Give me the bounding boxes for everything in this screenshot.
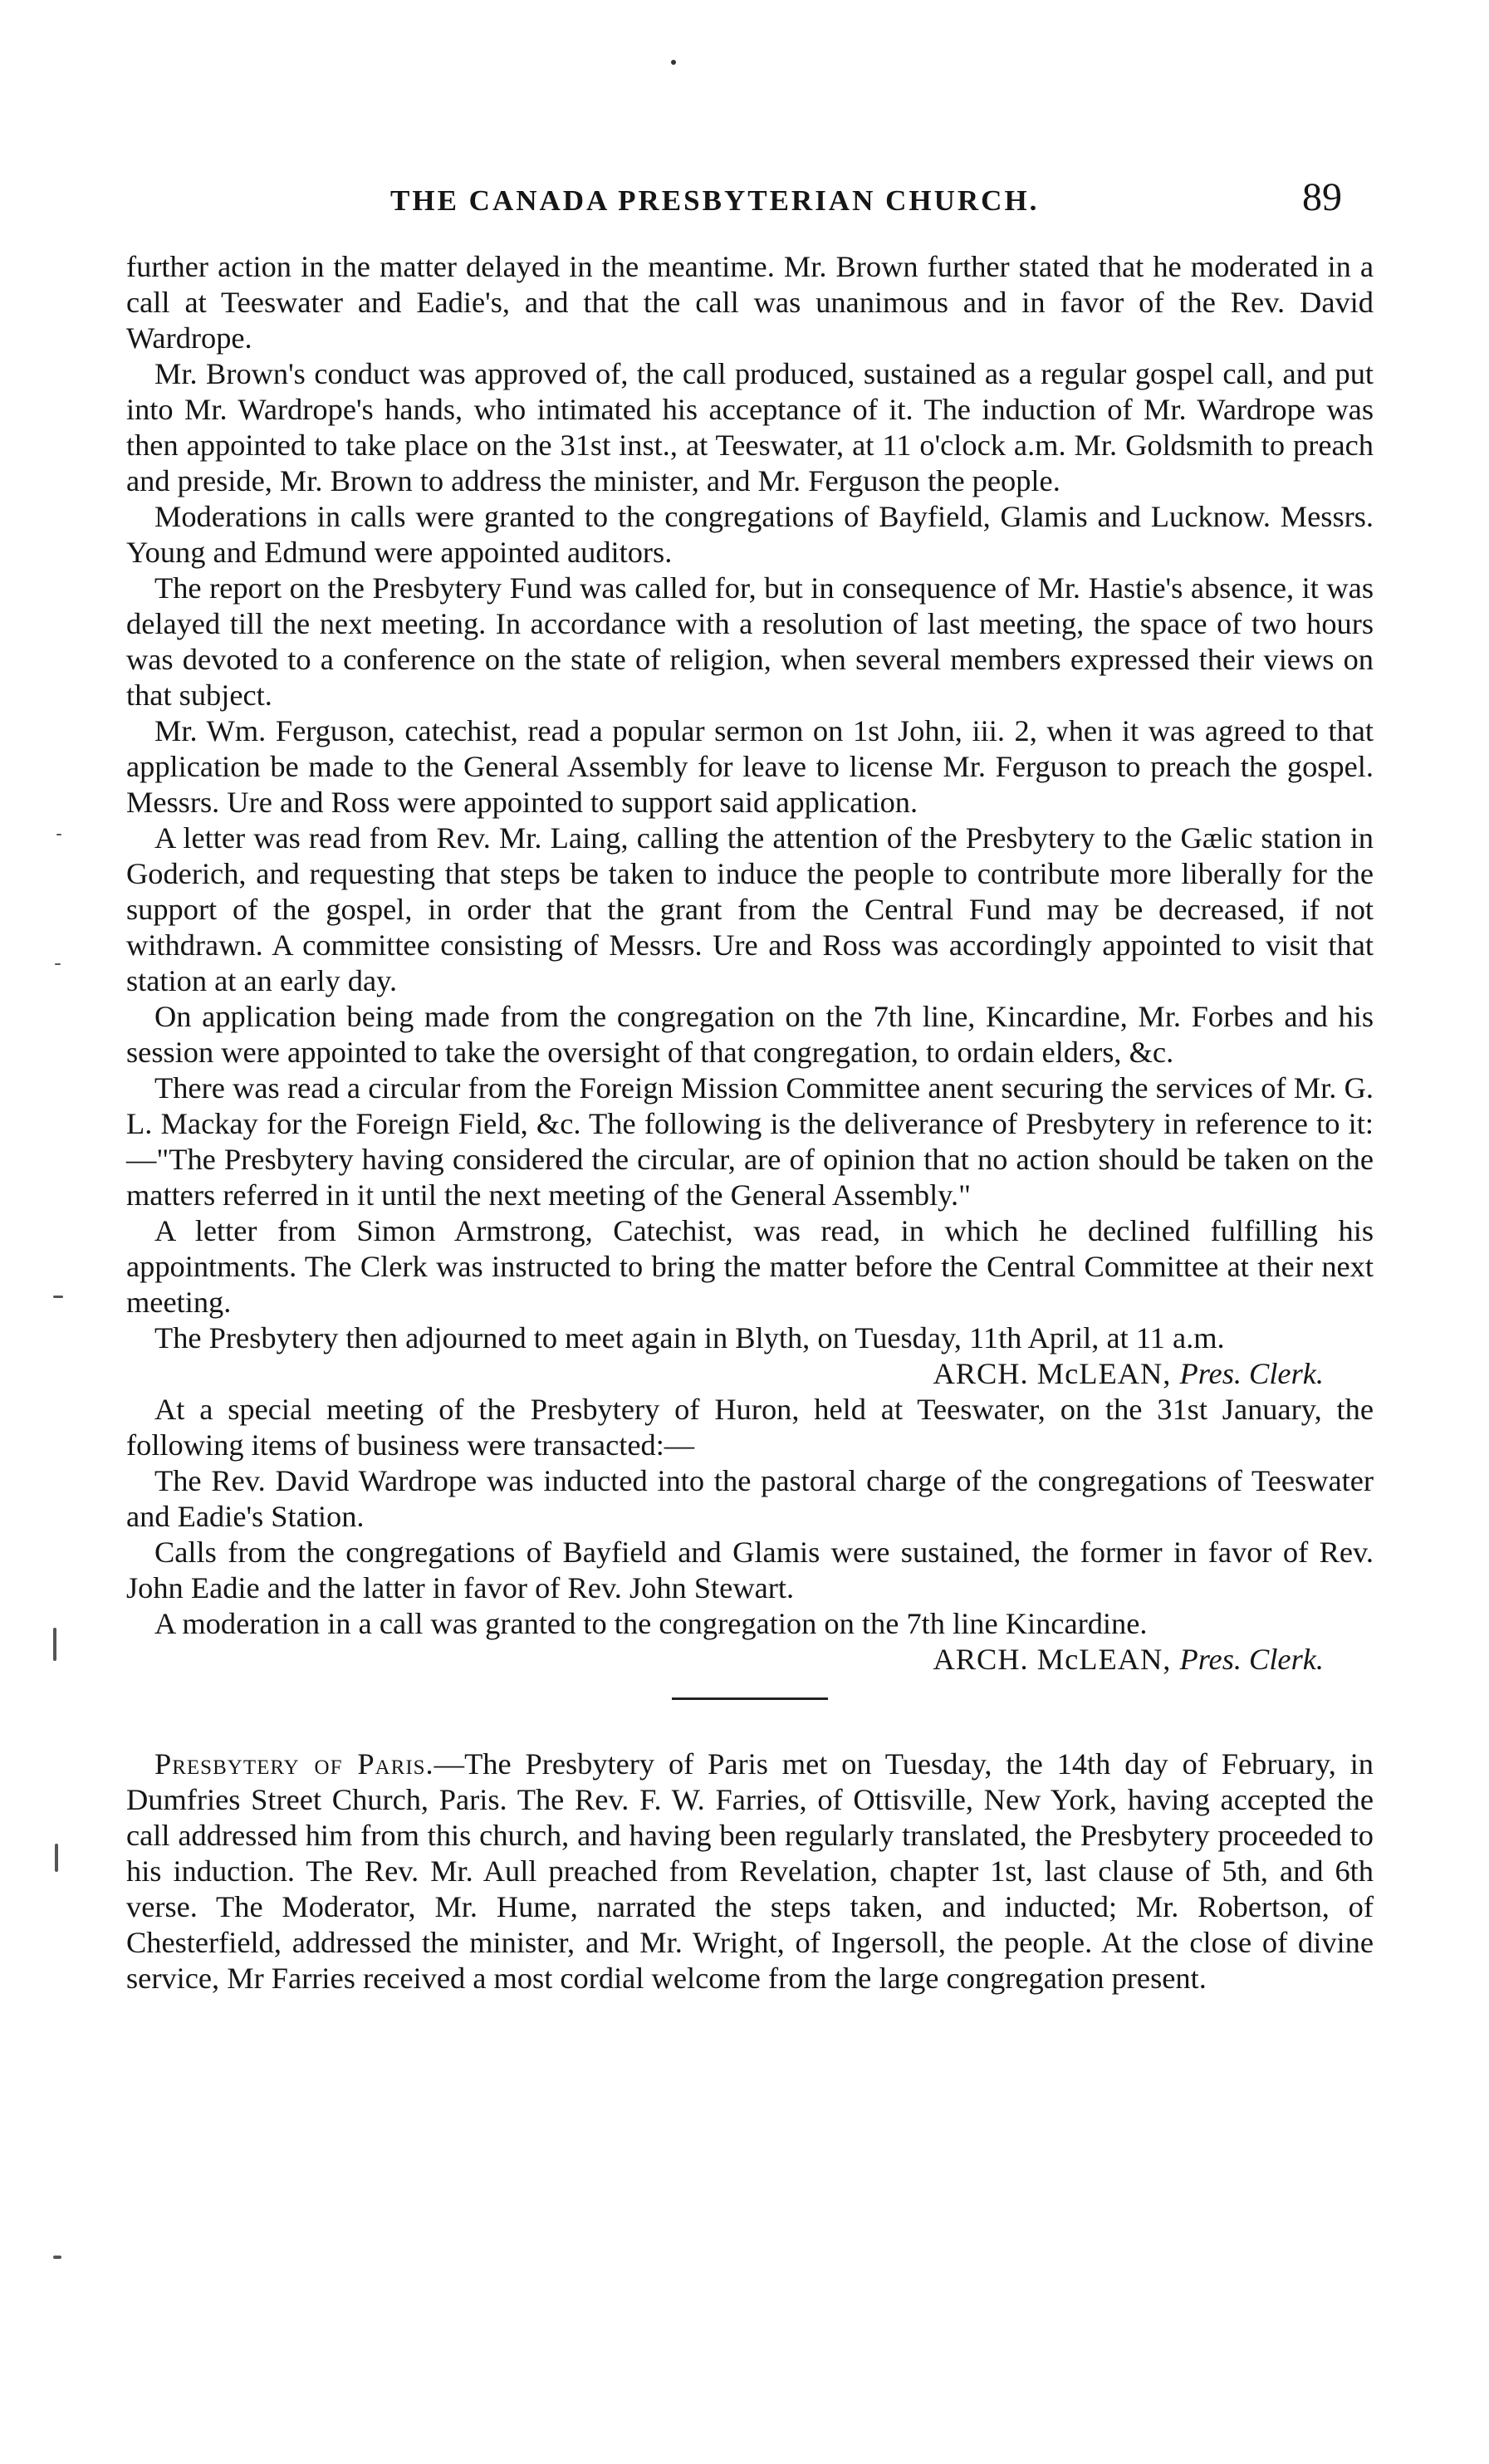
text-column [126, 249, 1374, 1996]
signature-name: ARCH. McLEAN, [933, 1643, 1172, 1676]
paragraph: A moderation in a call was granted to the congregation on the 7th line Kincardine. [154, 1607, 1148, 1640]
paragraph [126, 1746, 1374, 1996]
margin-mark [55, 963, 61, 965]
margin-mark [53, 1296, 63, 1298]
page-number: 89 [1302, 175, 1342, 219]
paragraph: The report on the Presbytery Fund was called for, but in consequence of Mr. Hastie's absence, it was delayed till the next meeting. In accordance with a resolution of last meeting, the space of two hours was devoted to a conference on the state of religion, when several members expressed their views on that subject. [126, 571, 1374, 712]
paragraph: Mr. Brown's conduct was approved of, the call produced, sustained as a regular gospel call, and put into Mr. Wardrope's hands, who intimated his acceptance of it. The induction of Mr. Wardrope was then appointed to take place on the 31st inst., at Teeswater, at 11 o'clock a.m. Mr. Goldsmith to preach and preside, Mr. Brown to address the minister, and Mr. Ferguson the people. [126, 357, 1374, 497]
paragraph: A letter from Simon Armstrong, Catechist, was read, in which he declined fulfilling his appointments. The Clerk was instructed to bring the matter before the Central Committee at their next meeting. [126, 1214, 1374, 1319]
signature-title: Pres. Clerk. [1179, 1357, 1324, 1390]
paragraph: There was read a circular from the Foreign Mission Committee anent securing the services of Mr. G. L. Mackay for the Foreign Field, &c. The following is the deliverance of Presbytery in reference to it:—"The Presbytery having considered the circular, are of opinion that no action should be taken on the matters referred in it until the next meeting of the General Assembly." [126, 1071, 1374, 1212]
ink-speck [671, 60, 676, 65]
section-divider [672, 1697, 828, 1700]
running-head: THE CANADA PRESBYTERIAN CHURCH. [390, 184, 1040, 217]
paragraph: A letter was read from Rev. Mr. Laing, calling the attention of the Presbytery to the Gælic station in Goderich, and requesting that steps be taken to induce the people to contribute more liberally for the support of the gospel, in order that the grant from the Central Fund may be decreased, if not withdrawn. A committee consisting of Messrs. Ure and Ross was accordingly appointed to visit that station at an early day. [126, 821, 1374, 997]
margin-mark [53, 2256, 61, 2259]
clerk-signature [126, 1642, 1374, 1678]
clerk-signature [126, 1356, 1374, 1392]
paragraph-text: —The Presbytery of Paris met on Tuesday, the 14th day of February, in Dumfries Street Church, Paris. The Rev. F. W. Farries, of Ottisville, New York, having accepted the call addressed him from this church, and having been regularly translated, the Presbytery proceeded to his induction. The Rev. Mr. Aull preached from Revelation, chapter 1st, last clause of 5th, and 6th verse. The Moderator, Mr. Hume, narrated the steps taken, and inducted; Mr. Robertson, of Chesterfield, addressed the minister, and Mr. Wright, of Ingersoll, the people. At the close of divine service, Mr Farries received a most cordial welcome from the large congregation present. [126, 1747, 1374, 1995]
section-heading: Presbytery of Paris. [154, 1747, 434, 1781]
paragraph: The Presbytery then adjourned to meet again in Blyth, on Tuesday, 11th April, at 11 a.m. [154, 1321, 1225, 1354]
paragraph: At a special meeting of the Presbytery of Huron, held at Teeswater, on the 31st January, the following items of business were transacted:— [126, 1393, 1374, 1462]
paragraph: Mr. Wm. Ferguson, catechist, read a popular sermon on 1st John, iii. 2, when it was agreed to that application be made to the General Assembly for leave to license Mr. Ferguson to preach the gospel. Messrs. Ure and Ross were appointed to support said application. [126, 714, 1374, 819]
margin-mark [55, 1844, 58, 1872]
signature-title: Pres. Clerk. [1179, 1643, 1324, 1676]
paragraph: The Rev. David Wardrope was inducted into the pastoral charge of the congregations of Teeswater and Eadie's Station. [126, 1464, 1374, 1533]
paragraph: On application being made from the congregation on the 7th line, Kincardine, Mr. Forbes and his session were appointed to take the oversight of that congregation, to ordain elders, &c. [126, 1000, 1374, 1069]
paragraph: Moderations in calls were granted to the congregations of Bayfield, Glamis and Lucknow. Messrs. Young and Edmund were appointed auditors. [126, 500, 1374, 569]
margin-mark [56, 834, 61, 835]
paragraph: Calls from the congregations of Bayfield and Glamis were sustained, the former in favor of Rev. John Eadie and the latter in favor of Rev. John Stewart. [126, 1536, 1374, 1604]
margin-mark [53, 1628, 56, 1661]
signature-name: ARCH. McLEAN, [933, 1357, 1172, 1390]
paragraph: further action in the matter delayed in the meantime. Mr. Brown further stated that he moderated in a call at Teeswater and Eadie's, and that the call was unanimous and in favor of the Rev. David Wardrope. [126, 250, 1374, 355]
